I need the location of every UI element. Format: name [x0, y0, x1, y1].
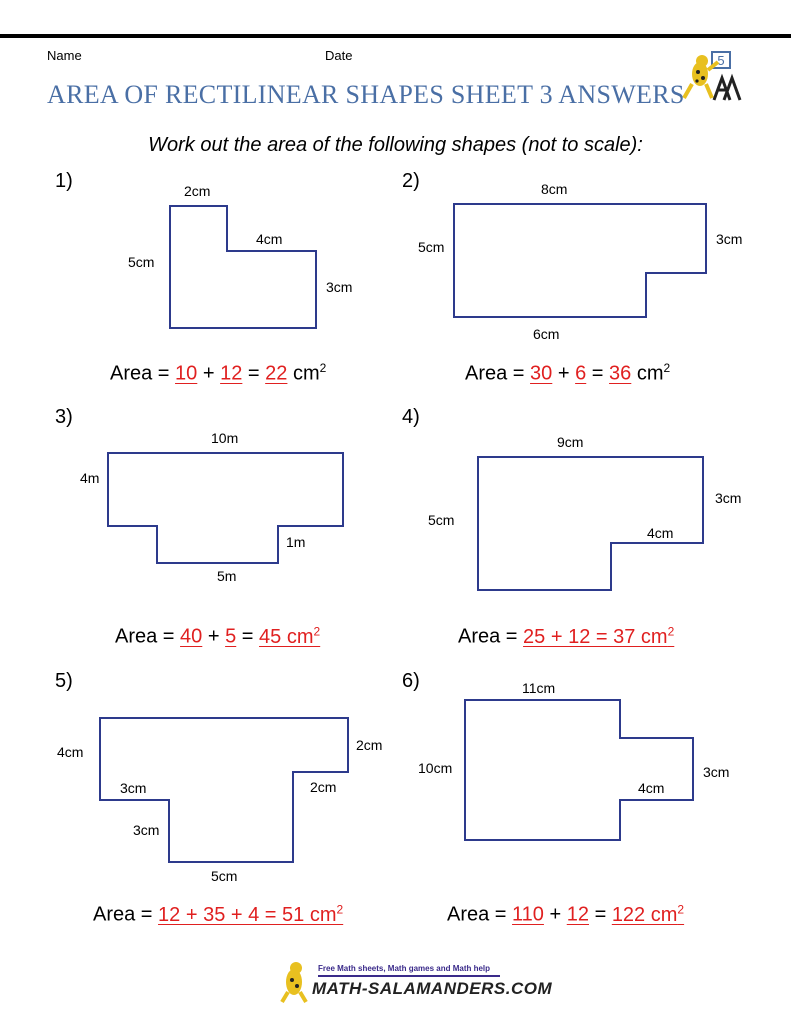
dimension-label: 5m — [217, 568, 237, 584]
question-number: 1) — [55, 170, 73, 192]
shape-2 — [454, 204, 706, 317]
area-answer: Area = 40 + 5 = 45 $cm^2$ — [115, 624, 321, 648]
dimension-label: 5cm — [428, 512, 455, 528]
site-footer-logo[interactable] — [278, 958, 553, 1004]
dimension-label: 1m — [286, 534, 306, 550]
area-answer: Area = 30 + 6 = 36 $cm^2$ — [465, 361, 671, 385]
question-number: 2) — [402, 170, 420, 192]
area-answer: Area = 10 + 12 = 22 $cm^2$ — [110, 361, 327, 385]
dimension-label: 5cm — [128, 254, 155, 270]
shape-4 — [478, 457, 703, 590]
question-number: 5) — [55, 670, 73, 692]
dimension-label: 11cm — [522, 680, 556, 696]
name-label: Name — [47, 48, 82, 63]
page-title: AREA OF RECTILINEAR SHAPES SHEET 3 ANSWERS — [47, 80, 685, 109]
dimension-label: 3cm — [716, 231, 743, 247]
shape-6 — [465, 700, 693, 840]
shape-3 — [108, 453, 343, 563]
dimension-label: 10cm — [418, 760, 453, 776]
dimension-label: 4cm — [647, 525, 674, 541]
salamander-icon — [278, 958, 312, 1004]
dimension-label: 3cm — [703, 764, 730, 780]
footer-rule — [318, 975, 500, 977]
area-answer: Area = 12 + 35 + 4 = 51 $cm^2$ — [93, 902, 344, 926]
dimension-label: 4cm — [57, 744, 84, 760]
area-answer: Area = 25 + 12 = 37 $cm^2$ — [458, 624, 675, 648]
dimension-label: 4cm — [638, 780, 665, 796]
dimension-label: 3cm — [133, 822, 160, 838]
date-label: Date — [325, 48, 353, 63]
area-answer: Area = 110 + 12 = 122 $cm^2$ — [447, 902, 685, 926]
dimension-label: 6cm — [533, 326, 560, 342]
dimension-label: 3cm — [120, 780, 147, 796]
dimension-label: 4cm — [256, 231, 283, 247]
dimension-label: 3cm — [326, 279, 353, 295]
instructions: Work out the area of the following shapes (not to scale): — [148, 134, 643, 156]
dimension-label: 9cm — [557, 434, 584, 450]
footer-site-link[interactable]: MATH-SALAMANDERS.COM — [312, 979, 553, 998]
question-number: 4) — [402, 406, 420, 428]
dimension-label: 4m — [80, 470, 100, 486]
dimension-label: 3cm — [715, 490, 742, 506]
dimension-label: 5cm — [418, 239, 445, 255]
dimension-label: 10m — [211, 430, 239, 446]
shape-1 — [170, 206, 316, 328]
dimension-label: 5cm — [211, 868, 238, 884]
question-number: 6) — [402, 670, 420, 692]
dimension-label: 2cm — [310, 779, 337, 795]
dimension-label: 2cm — [184, 183, 211, 199]
dimension-label: 8cm — [541, 181, 568, 197]
footer-tagline: Free Math sheets, Math games and Math help — [318, 964, 491, 973]
question-number: 3) — [55, 406, 73, 428]
dimension-label: 2cm — [356, 737, 383, 753]
level-number: 5 — [717, 53, 725, 68]
